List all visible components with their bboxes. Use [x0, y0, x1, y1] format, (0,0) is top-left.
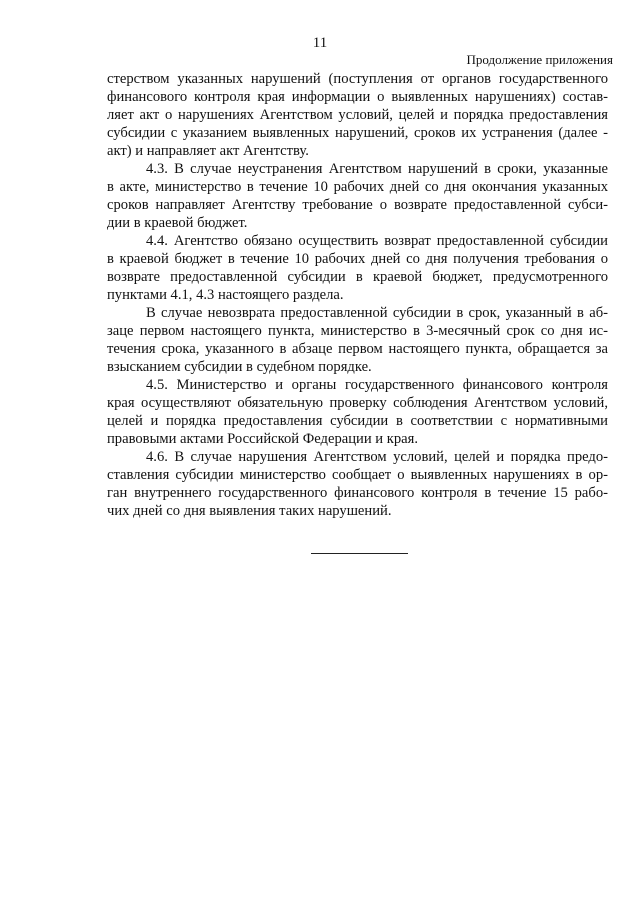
text-line: взысканием субсидии в судебном порядке.	[107, 359, 372, 375]
paragraph-continuation	[107, 70, 608, 160]
paragraph-4-6	[107, 448, 608, 520]
text-line: 4.4. Агентство обязано осуществить возврат предоставленной субсидии	[146, 233, 608, 249]
paragraph-4-4	[107, 232, 608, 304]
text-line: заце первом настоящего пункта, министерство в 3-месячный срок со дня ис-	[107, 323, 608, 339]
end-of-document-rule	[311, 553, 408, 554]
text-line: правовыми актами Российской Федерации и края.	[107, 431, 418, 447]
text-line: акт) и направляет акт Агентству.	[107, 143, 309, 159]
text-line: целей и порядка предоставления субсидии в соответствии с нормативными	[107, 413, 608, 429]
text-line: ставления субсидии министерство сообщает о выявленных нарушениях в ор-	[107, 467, 608, 483]
paragraph-4-4-second	[107, 304, 608, 376]
text-line: В случае невозврата предоставленной субсидии в срок, указанный в аб-	[146, 305, 608, 321]
text-line: края осуществляют обязательную проверку соблюдения Агентством условий,	[107, 395, 608, 411]
text-line: пунктами 4.1, 4.3 настоящего раздела.	[107, 287, 344, 303]
text-line: 4.3. В случае неустранения Агентством нарушений в сроки, указанные	[146, 161, 608, 177]
text-line: возврате предоставленной субсидии в краевой бюджет, предусмотренного	[107, 269, 608, 285]
text-line: финансового контроля края информации о выявленных нарушениях) состав-	[107, 89, 608, 105]
paragraph-4-5	[107, 376, 608, 448]
text-line: 4.6. В случае нарушения Агентством условий, целей и порядка предо-	[146, 449, 608, 465]
text-line: ган внутреннего государственного финансового контроля в течение 15 рабо-	[107, 485, 608, 501]
text-line: 4.5. Министерство и органы государственного финансового контроля	[146, 377, 608, 393]
text-line: в акте, министерство в течение 10 рабочих дней со дня окончания указанных	[107, 179, 608, 195]
text-line: чих дней со дня выявления таких нарушений.	[107, 503, 392, 519]
text-line: субсидии с указанием выявленных нарушений, сроков их устранения (далее -	[107, 125, 608, 141]
text-line: ляет акт о нарушениях Агентством условий, целей и порядка предоставления	[107, 107, 608, 123]
text-line: течения срока, указанного в абзаце первом настоящего пункта, обращается за	[107, 341, 608, 357]
text-line: сроков направляет Агентству требование о возврате предоставленной субси-	[107, 197, 608, 213]
text-line: дии в краевой бюджет.	[107, 215, 248, 231]
paragraph-4-3	[107, 160, 608, 232]
text-line: в краевой бюджет в течение 10 рабочих дней со дня получения требования о	[107, 251, 608, 267]
page-number: 11	[312, 35, 328, 51]
continuation-label: Продолжение приложения	[466, 52, 613, 67]
document-body	[107, 70, 608, 520]
text-line: стерством указанных нарушений (поступления от органов государственного	[107, 71, 608, 87]
